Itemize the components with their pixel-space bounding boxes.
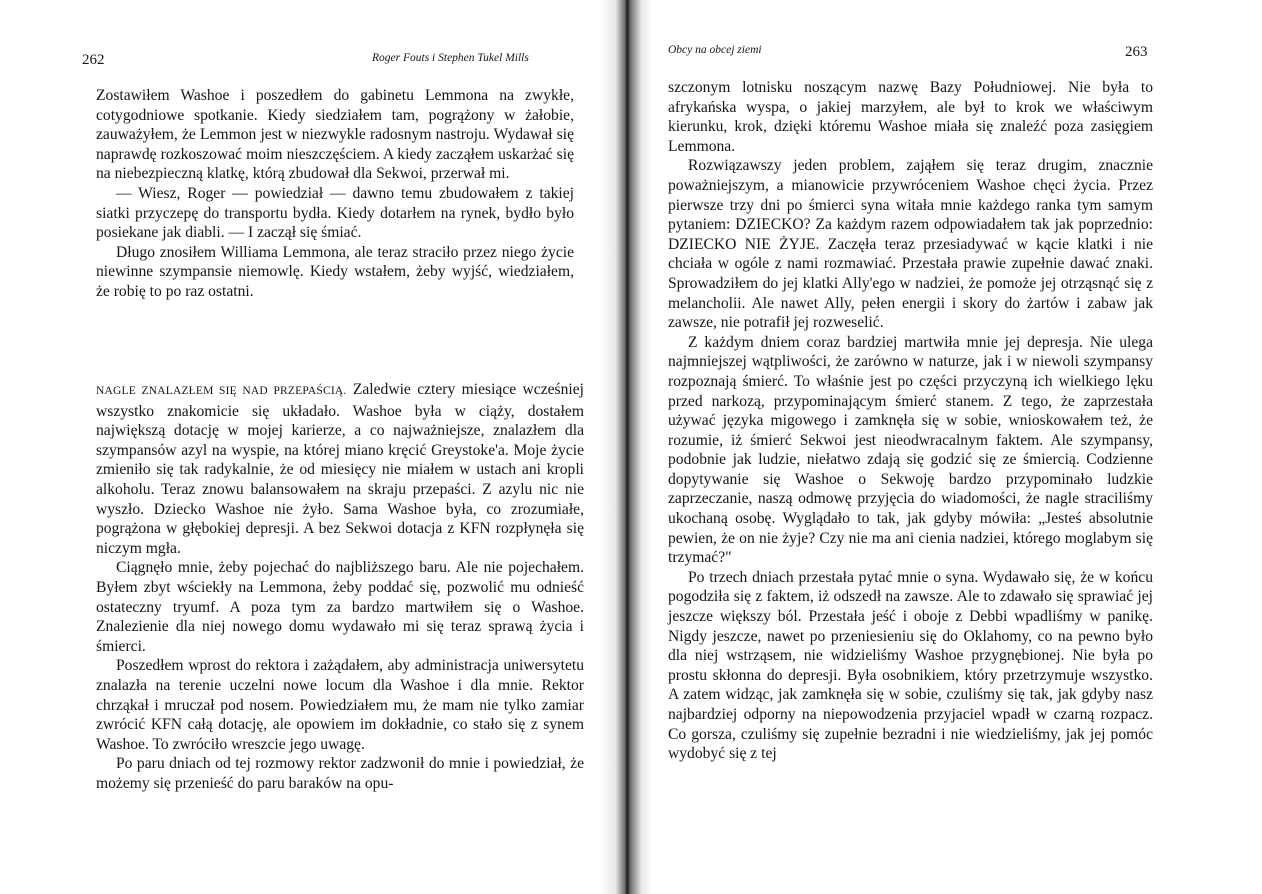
paragraph: szczonym lotnisku noszącym nazwę Bazy Południowej. Nie była to afrykańska wyspa, o jakiej marzyłem, ale był to krok we właściwym kierunku, krok, dzięki któremu Washoe miała się znaleźć poza zasięgiem Lemmona. (668, 79, 1153, 155)
section-start-paragraph (96, 380, 584, 558)
paragraph: Ciągnęło mnie, żeby pojechać do najbliższego baru. Ale nie pojechałem. Byłem zbyt wściekły na Lemmona, żeby poddać się, pozwolić mu odnieść ostateczny tryumf. A poza tym za bardzo martwiłem się o Washoe. Znalezienie dla niej nowego domu wydawało mi się teraz sprawą życia i śmierci. (96, 559, 584, 655)
left-page (0, 0, 612, 894)
page-number-right: 263 (1125, 44, 1148, 60)
right-page (640, 0, 1262, 894)
paragraph: Poszedłem wprost do rektora i zażądałem, aby administracja uniwersytetu znalazła na terenie uczelni nowe locum dla Washoe i dla mnie. Rektor chrząkał i mruczał pod nosem. Powiedziałem mu, że mam nie tylko zamiar zwrócić KFN całą dotację, ale opowiem im dokładnie, co stało się z synem Washoe. To zwróciło wreszcie jego uwagę. (96, 657, 584, 753)
paragraph: Po trzech dniach przestała pytać mnie o syna. Wydawało się, że w końcu pogodziła się z faktem, iż odszedł na zawsze. Ale to zdawało się sprawiać jej jeszcze większy ból. Przestała jeść i oboje z Debbi wpadliśmy w panikę. Nigdy jeszcze, nawet po przeniesieniu się do Oklahomy, co na pewno było dla niej wstrząsem, nie widzieliśmy Washoe przygnębionej. Nie była po prostu skłonna do depresji. Była osobnikiem, który przetrzymuje wszystko. A zatem widząc, jak zamknęła się w sobie, czuliśmy się tak, jak gdyby nasz najbardziej odporny na niepowodzenia przyjaciel wpadł w czarną rozpacz. Co gorsza, czuliśmy się zupełnie bezradni i nie wiedzieliśmy, jak jej pomóc wydobyć się z tej (668, 568, 1153, 763)
paragraph: Rozwiązawszy jeden problem, zająłem się teraz drugim, znacznie poważniejszym, a mianowicie przywróceniem Washoe chęci życia. Przez pierwsze trzy dni po śmierci syna witała mnie każdego ranka tym samym pytaniem: DZIECKO? Za każdym razem odpowiadałem tak jak poprzednio: DZIECKO NIE ŻYJE. Zaczęła teraz przesiadywać w kącie klatki i nie chciała w ogóle z nami rozmawiać. Przestała prawie zupełnie dawać znaki. Sprowadziłem do jej klatki Ally'ego w nadziei, że pomoże jej otrząsnąć się z melancholii. Ale nawet Ally, pełen energii i skory do żartów i zabaw jak zawsze, nie potrafił jej rozweselić. (668, 157, 1153, 332)
right-text (668, 78, 1153, 764)
paragraph: Zostawiłem Washoe i poszedłem do gabinetu Lemmona na zwykłe, cotygodniowe spotkanie. Kiedy siedziałem tam, pogrążony w żałobie, zauważyłem, że Lemmon jest w niezwykle radosnym nastroju. Wydawał się naprawdę rozkoszować moim nieszczęściem. A kiedy zacząłem uskarżać się na niebezpieczną klatkę, którą zbudował dla Sekwoi, przerwał mi. (96, 87, 574, 183)
left-text-section (96, 380, 584, 793)
paragraph: Po paru dniach od tej rozmowy rektor zadzwonił do mnie i powiedział, że możemy się przenieść do paru baraków na opu- (96, 755, 584, 792)
running-head-left: Roger Fouts i Stephen Tukel Mills (372, 52, 529, 64)
section-smallcaps-lead: NAGLE ZNALAZŁEM SIĘ NAD PRZEPAŚCIĄ. (96, 385, 347, 397)
page-number-left: 262 (82, 52, 105, 68)
paragraph: Długo znosiłem Williama Lemmona, ale teraz straciło przez niego życie niewinne szympansie niemowlę. Kiedy wstałem, żeby wyjść, wiedziałem, że robię to po raz ostatni. (96, 243, 574, 300)
left-text-top (96, 86, 574, 302)
paragraph: Z każdym dniem coraz bardziej martwiła mnie jej depresja. Nie ulega najmniejszej wątpliwości, że zarówno w naturze, jak i w niewoli szympansy rozpoznają śmierć. To właśnie jest po części przyczyną ich wielkiego lęku przed narkozą, przypominającym śmierć stanem. Z tego, że zaprzestała używać języka migowego i zamknęła się w sobie, wnioskowałem też, że rozumie, iż śmierć Sekwoi jest nieodwracalnym faktem. Ale szympansy, podobnie jak ludzie, niełatwo zdają się godzić się ze śmiercią. Codzienne dopytywanie się Washoe o Sekwoję bardzo przypominało ludzkie zaprzeczanie, naszą odmowę przyjęcia do wiadomości, że nagle straciliśmy ukochaną osobę. Wyglądało to tak, jak gdyby mówiła: „Jesteś absolutnie pewien, że on nie żyje? Czy nie ma ani cienia nadziei, którego moglabym się trzymać?" (668, 333, 1153, 567)
running-head-right: Obcy na obcej ziemi (668, 44, 762, 56)
section-first-paragraph-text: Zaledwie cztery miesiące wcześniej wszystko znakomicie się układało. Washoe była w ciąży, dostałem największą dotację w mojej karierze, a co najważniejsze, znalazłem dla szympansów azyl na wyspie, na której miano kręcić Greystoke'a. Moje życie zmieniło się tak radykalnie, że od miesięcy nie miałem w ustach ani kropli alkoholu. Teraz znowu balansowałem na skraju przepaści. Z azylu nic nie wyszło. Dziecko Washoe nie żyło. Sama Washoe była, co zrozumiałe, pogrążona w głębokiej depresji. A bez Sekwoi dotacja z KFN rozpłynęła się niczym mgła. (96, 381, 584, 557)
paragraph: — Wiesz, Roger — powiedział — dawno temu zbudowałem z takiej siatki przyczepę do transportu bydła. Kiedy dotarłem na rynek, bydło było posiekane jak diabli. — I zaczął się śmiać. (96, 184, 574, 242)
